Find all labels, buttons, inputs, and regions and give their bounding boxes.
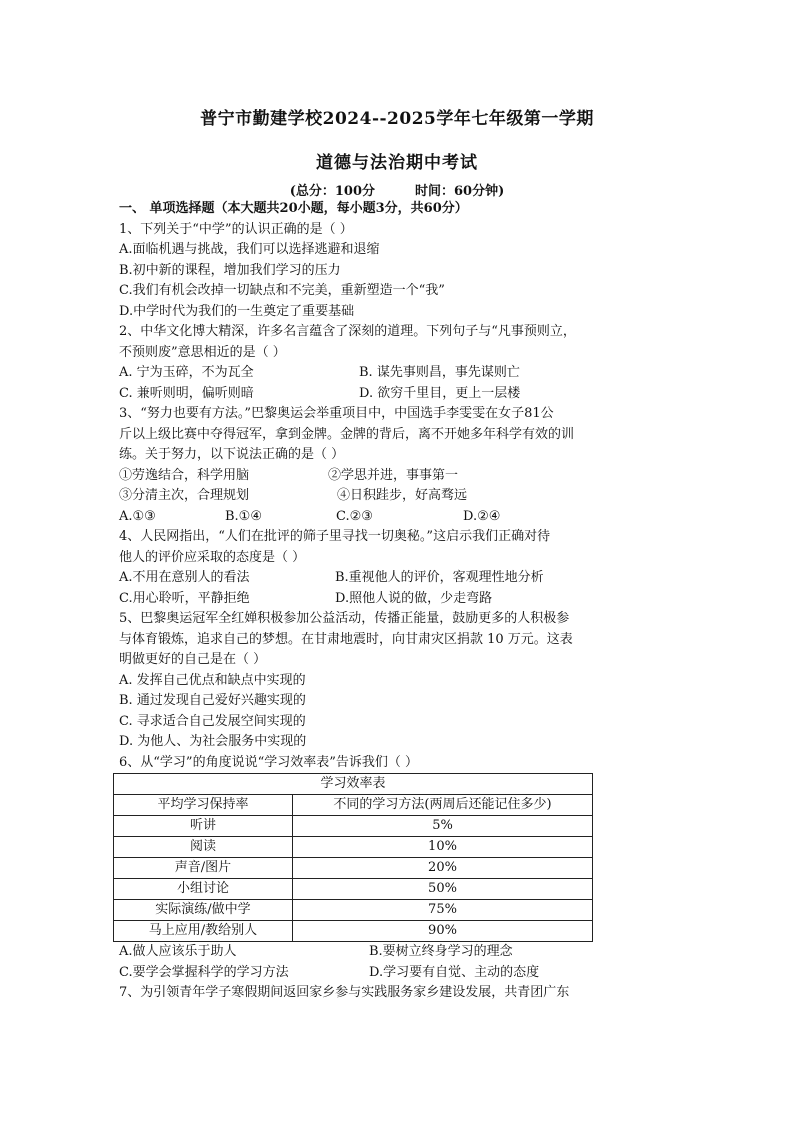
table-cell-rate: 5% bbox=[293, 816, 593, 837]
q3-option-a: A.①③ bbox=[119, 508, 156, 524]
q5-option-c: C. 寻求适合自己发展空间实现的 bbox=[119, 713, 306, 729]
q3-statement-4: ④日积跬步，好高骛远 bbox=[337, 488, 468, 503]
table-cell-rate: 50% bbox=[293, 879, 593, 900]
table-cell-method: 实际演练/做中学 bbox=[114, 900, 293, 921]
section-heading: 一、 单项选择题（本大题共20小题，每小题3分，共60分） bbox=[119, 201, 468, 216]
q1-option-b: B.初中新的课程，增加我们学习的压力 bbox=[119, 262, 341, 278]
q3-option-d: D.②④ bbox=[463, 508, 501, 524]
question-6-stem: 6、从“学习”的角度说说“学习效率表”告诉我们（ ） bbox=[119, 754, 418, 770]
q2-options-row-2 bbox=[119, 384, 679, 405]
q6-option-c: C.要学会掌握科学的学习方法 bbox=[119, 964, 289, 980]
q6-options-row-1 bbox=[119, 942, 679, 963]
q4-option-b: B.重视他人的评价，客观理性地分析 bbox=[335, 570, 544, 585]
q3-option-b: B.①④ bbox=[225, 508, 262, 524]
question-5-stem-cont: 与体育锻炼，追求自己的梦想。在甘肃地震时，向甘肃灾区捐款 10 万元。这表 bbox=[119, 631, 573, 647]
q3-option-c: C.②③ bbox=[336, 508, 373, 524]
question-3-stem-cont: 斤以上级比赛中夺得冠军，拿到金牌。金牌的背后，离不开她多年科学有效的训 bbox=[119, 426, 575, 442]
q2-options-row-1 bbox=[119, 363, 679, 384]
q1-option-c: C.我们有机会改掉一切缺点和不完美，重新塑造一个“我” bbox=[119, 283, 445, 298]
table-cell-method: 听讲 bbox=[114, 816, 293, 837]
q6-options-row-2 bbox=[119, 963, 679, 984]
question-1-stem: 1、下列关于“中学”的认识正确的是（ ） bbox=[119, 221, 353, 237]
question-4-stem-cont: 他人的评价应采取的态度是（ ） bbox=[119, 549, 306, 565]
table-row bbox=[114, 879, 593, 900]
table-header-col2: 不同的学习方法(两周后还能记住多少) bbox=[293, 795, 593, 816]
q2-option-c: C. 兼听则明，偏听则暗 bbox=[119, 385, 254, 401]
q1-option-a: A.面临机遇与挑战，我们可以选择逃避和退缩 bbox=[119, 242, 380, 257]
q3-statement-1: ①劳逸结合，科学用脑 bbox=[119, 467, 250, 483]
table-cell-rate: 20% bbox=[293, 858, 593, 879]
question-5-stem-end: 明做更好的自己是在（ ） bbox=[119, 652, 267, 667]
q2-option-b: B. 谋先事则昌，事先谋则亡 bbox=[359, 365, 520, 380]
q2-option-a: A. 宁为玉碎，不为瓦全 bbox=[119, 365, 254, 380]
question-7-stem: 7、为引领青年学子寒假期间返回家乡参与实践服务家乡建设发展，共青团广东 bbox=[119, 985, 570, 1000]
question-5-stem: 5、巴黎奥运冠军全红婵积极参加公益活动，传播正能量，鼓励更多的人积极参 bbox=[119, 611, 570, 626]
question-2-stem: 2、中华文化博大精深，许多名言蕴含了深刻的道理。下列句子与“凡事预则立， bbox=[119, 324, 576, 339]
learning-efficiency-table bbox=[113, 773, 593, 942]
table-cell-method: 小组讨论 bbox=[114, 879, 293, 900]
q3-options-row bbox=[119, 507, 679, 528]
q6-option-a: A.做人应该乐于助人 bbox=[119, 944, 237, 959]
q6-option-d: D.学习要有自觉、主动的态度 bbox=[369, 964, 540, 980]
table-row bbox=[114, 921, 593, 942]
q4-options-row-1 bbox=[119, 568, 679, 589]
table-row bbox=[114, 900, 593, 921]
q1-option-d: D.中学时代为我们的一生奠定了重要基础 bbox=[119, 303, 355, 319]
total-score: (总分：100分 bbox=[289, 184, 376, 199]
q5-option-a: A. 发挥自己优点和缺点中实现的 bbox=[119, 672, 306, 688]
question-3-stem: 3、“努力也要有方法。”巴黎奥运会举重项目中，中国选手李雯雯在女子81公 bbox=[119, 406, 554, 421]
q4-option-a: A.不用在意别人的看法 bbox=[119, 570, 250, 585]
exam-subtitle: 道德与法治期中考试 bbox=[316, 153, 478, 173]
table-cell-method: 阅读 bbox=[114, 837, 293, 858]
q5-option-d: D. 为他人、为社会服务中实现的 bbox=[119, 734, 307, 749]
exam-body bbox=[119, 199, 679, 1004]
table-header-row bbox=[114, 795, 593, 816]
table-row bbox=[114, 837, 593, 858]
table-cell-rate: 90% bbox=[293, 921, 593, 942]
q4-option-d: D.照他人说的做，少走弯路 bbox=[335, 590, 493, 606]
q4-option-c: C.用心聆听，平静拒绝 bbox=[119, 590, 250, 606]
table-cell-method: 马上应用/教给别人 bbox=[114, 921, 293, 942]
table-cell-method: 声音/图片 bbox=[114, 858, 293, 879]
q3-statement-2: ②学思并进，事事第一 bbox=[328, 467, 459, 483]
q6-option-b: B.要树立终身学习的理念 bbox=[369, 944, 513, 959]
q3-statements-row-2 bbox=[119, 486, 679, 507]
table-cell-rate: 10% bbox=[293, 837, 593, 858]
exam-title: 普宁市勤建学校2024--2025学年七年级第一学期 bbox=[200, 109, 594, 129]
score-time-line bbox=[0, 180, 794, 199]
table-cell-rate: 75% bbox=[293, 900, 593, 921]
q3-statement-3: ③分清主次，合理规划 bbox=[119, 488, 250, 503]
exam-time: 时间：60分钟) bbox=[415, 184, 505, 199]
table-header-col1: 平均学习保持率 bbox=[114, 795, 293, 816]
q3-statements-row-1 bbox=[119, 466, 679, 487]
question-4-stem: 4、人民网指出，“人们在批评的筛子里寻找一切奥秘。”这启示我们正确对待 bbox=[119, 529, 551, 544]
table-caption-row bbox=[114, 774, 593, 795]
question-3-stem-end: 练。关于努力，以下说法正确的是（ ） bbox=[119, 447, 345, 462]
question-2-stem-cont: 不预则废”意思相近的是（ ） bbox=[119, 344, 286, 360]
q4-options-row-2 bbox=[119, 589, 679, 610]
table-caption: 学习效率表 bbox=[114, 774, 593, 795]
table-row bbox=[114, 816, 593, 837]
q5-option-b: B. 通过发现自己爱好兴趣实现的 bbox=[119, 693, 306, 708]
q2-option-d: D. 欲穷千里目，更上一层楼 bbox=[359, 385, 521, 401]
table-row bbox=[114, 858, 593, 879]
